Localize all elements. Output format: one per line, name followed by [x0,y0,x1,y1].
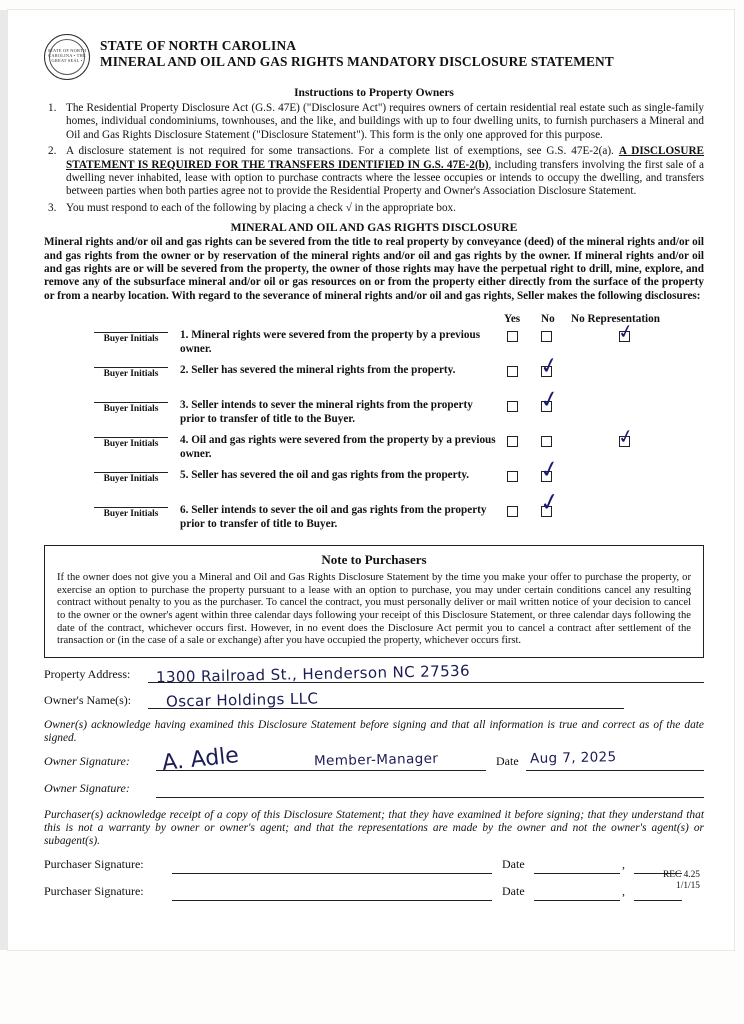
buyer-initials-line[interactable] [94,472,168,473]
checkmark-mark: ✓ [537,488,563,519]
buyer-initials-field[interactable] [94,472,168,484]
checkbox-no[interactable] [541,436,552,447]
question-text: 4. Oil and gas rights were severed from the property by a previous owner. [180,434,496,460]
instruction-item [44,202,704,215]
purchaser-signature2-rule[interactable] [172,900,492,901]
owner-signature-label: Owner Signature: [44,753,130,768]
form-code: REC 4.25 [663,870,700,880]
instruction-number: 1. [48,102,57,114]
checkbox-no-representation[interactable] [619,331,630,342]
purchaser-date-rule[interactable] [534,873,620,874]
answer-column-headers [44,313,704,329]
column-header-no: No [541,313,555,326]
purchaser-date2-rule[interactable] [534,900,620,901]
form-revision: 1/1/15 [676,881,700,891]
state-seal-text: STATE OF NORTH CAROLINA • THE GREAT SEAL • [47,48,87,63]
header-text [100,32,614,70]
instruction-text: A disclosure statement is not required for some transactions. For a complete list of exemptions, see G.S. 47E-2(a). A DISCLOSURE STATEMENT IS REQUIRED FOR THE TRANSFERS IDENTIFIED IN G.S. 47E-2(b), including transfers involving the first sale of a dwelling never inhabited, lease with option to purchase contracts where the lessee occupies or intends to occupy the dwelling, and transfers between parties when both parties agree not to provide the Residential Property and Owner's Association Disclosure Statement. [66,145,705,198]
disclosure-question-row [44,320,704,362]
scanned-form [8,10,734,950]
checkmark-mark: ✓ [537,351,561,380]
buyer-initials-label: Buyer Initials [103,509,159,520]
checkbox-yes[interactable] [507,471,518,482]
checkbox-yes[interactable] [507,436,518,447]
owner-signature-value: A. Adle [160,742,241,776]
form-content [44,32,704,903]
checkbox-no[interactable] [541,331,552,342]
checkbox-no[interactable] [541,506,552,517]
checkmark-mark: ✓ [615,425,636,450]
owner-date-label: Date [496,753,519,768]
property-address-value: 1300 Railroad St., Henderson NC 27536 [155,661,471,687]
scan-edge [0,10,8,950]
buyer-initials-label: Buyer Initials [103,369,159,380]
question-text: 3. Seller intends to sever the mineral rights from the property prior to transfer of title to the Buyer. [180,399,473,425]
form-footer [663,870,700,892]
note-title: Note to Purchasers [321,552,427,568]
owner-date-value: Aug 7, 2025 [529,748,617,767]
buyer-initials-field[interactable] [94,437,168,449]
disclosure-title: MINERAL AND OIL AND GAS RIGHTS DISCLOSURE [230,221,518,235]
note-to-purchasers [44,545,704,658]
disclosure-question-row [44,455,704,502]
buyer-initials-field[interactable] [94,402,168,414]
checkbox-no-representation[interactable] [619,436,630,447]
buyer-initials-field[interactable] [94,507,168,519]
checkbox-yes[interactable] [507,506,518,517]
buyer-initials-line[interactable] [94,367,168,368]
instruction-text: You must respond to each of the following by placing a check √ in the appropriate box. [66,201,456,214]
checkbox-yes[interactable] [507,331,518,342]
instruction-item [44,145,704,199]
instruction-number: 3. [48,201,57,214]
disclosure-question-row [44,385,704,432]
column-header-yes: Yes [504,313,521,326]
disclosure-body: Mineral rights and/or oil and gas rights can be severed from the title to real property by conveyance (deed) of the mineral rights and/or oil and gas rights from the owner or by reservation of the mineral rights and/or oil and gas rights by the owner. If mineral rights and/or oil and gas rights are or will be severed from the property, the owner of those rights may have the perpetual right to drill, mine, explore, and remove any of the subsurface mineral and/or oil or gas resources on or from the property either directly from the surface of the property or from a nearby location. With regard to the severance of mineral rights and/or oil and gas rights, Seller makes the following disclosures: [44,236,704,302]
purchaser-signature2-row[interactable] [44,883,704,903]
buyer-initials-line[interactable] [94,507,168,508]
form-header [44,32,704,80]
purchaser-signature2-label: Purchaser Signature: [44,883,144,898]
column-header-no-representation: No Representation [571,313,660,326]
buyer-initials-label: Buyer Initials [103,334,159,345]
buyer-initials-line[interactable] [94,332,168,333]
buyer-initials-label: Buyer Initials [103,439,159,450]
checkbox-no[interactable] [541,471,552,482]
purchaser-date-label: Date [502,856,525,871]
buyer-initials-line[interactable] [94,402,168,403]
owner-title-value: Member-Manager [313,750,439,769]
date-comma: , [622,883,625,898]
buyer-initials-line[interactable] [94,437,168,438]
buyer-initials-label: Buyer Initials [103,404,159,415]
owner-names-value: Oscar Holdings LLC [165,689,319,711]
checkbox-no[interactable] [541,366,552,377]
owner-names-label: Owner's Name(s): [44,692,132,707]
question-text: 1. Mineral rights were severed from the property by a previous owner. [180,329,481,355]
date-comma: , [622,856,625,871]
note-body: If the owner does not give you a Mineral and Oil and Gas Rights Disclosure Statement by the time you make your offer to purchase the property, or exercise an option to purchase the property pursuant to a lease with an option to purchase, you may under certain conditions cancel any resulting contract without penalty to you as the purchaser. To cancel the contract, you must personally deliver or mail written notice of your decision to cancel to the owner or the owner's agent within three calendar days following your receipt of this Disclosure Statement, or three calendar days following the date of the contract, whichever occurs first. However, in no event does the Disclosure Act permit you to cancel a contract after settlement of the transaction or (in the case of a sale or exchange) after you have occupied the property, whichever occurs first. [57,572,691,647]
state-name: STATE OF NORTH CAROLINA [100,38,297,53]
owner-names-field[interactable] [44,689,704,711]
disclosure-question-row [44,351,704,397]
buyer-initials-field[interactable] [94,332,168,344]
owner-signature2-label: Owner Signature: [44,780,130,795]
disclosure-question-row [44,425,704,467]
instruction-number: 2. [48,145,57,158]
checkmark-mark: ✓ [537,455,562,485]
question-text: 5. Seller has severed the oil and gas rights from the property. [180,469,470,482]
checkmark-mark: ✓ [615,320,636,345]
buyer-initials-label: Buyer Initials [103,474,159,485]
purchaser-acknowledgement-text: Purchaser(s) acknowledge receipt of a copy of this Disclosure Statement; that they have examined it before signing; that they understand that this is not a warranty by owner or owner's agent; and that the representations are made by the owner and not the owner's agent(s) or subagent(s). [44,808,704,848]
purchaser-year2-rule[interactable] [634,900,682,901]
disclosure-question-row [44,488,704,537]
purchaser-signature-rule[interactable] [172,873,492,874]
owner-signature2-rule[interactable] [156,797,704,798]
owner-signature-row[interactable] [44,742,704,776]
form-title: MINERAL AND OIL AND GAS RIGHTS MANDATORY DISCLOSURE STATEMENT [100,54,614,69]
checkbox-yes[interactable] [507,366,518,377]
checkmark-mark: ✓ [537,385,562,415]
instruction-item [44,102,704,142]
purchaser-signature-label: Purchaser Signature: [44,856,144,871]
owner-signature2-row[interactable] [44,780,704,800]
owner-acknowledgement-text: Owner(s) acknowledge having examined this Disclosure Statement before signing and that all information is true and correct as of the date signed. [44,718,704,745]
instruction-text: The Residential Property Disclosure Act (G.S. 47E) ("Disclosure Act") requires owners of certain residential real estate such as single-family homes, individual condominiums, townhouses, and the like, and buildings with up to four dwelling units, to furnish purchasers a Mineral and Oil and Gas Rights Disclosure Statement ("Disclosure Statement"). This form is the only one approved for this purpose. [66,102,704,141]
question-text: 6. Seller intends to sever the oil and gas rights from the property prior to transfer of title to Buyer. [180,504,487,530]
purchaser-signature-row[interactable] [44,856,704,876]
question-text: 2. Seller has severed the mineral rights from the property. [180,364,456,377]
purchaser-date2-label: Date [502,883,525,898]
checkbox-yes[interactable] [507,401,518,412]
checkbox-no[interactable] [541,401,552,412]
state-seal-icon [44,34,90,80]
instructions-title: Instructions to Property Owners [294,87,454,99]
owner-date-rule[interactable] [526,770,704,771]
property-address-label: Property Address: [44,666,131,681]
instructions-list [44,102,704,215]
property-address-field[interactable] [44,661,704,687]
buyer-initials-field[interactable] [94,367,168,379]
